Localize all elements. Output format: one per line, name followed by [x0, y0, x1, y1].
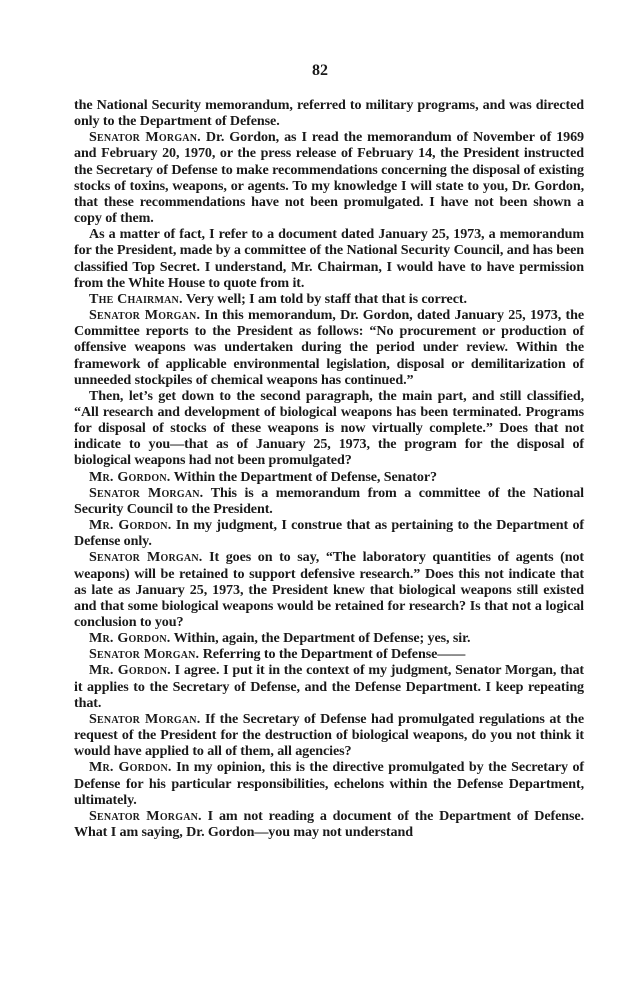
paragraph-text: As a matter of fact, I refer to a document dated January 25, 1973, a memorandum for the President, made by a committee of the National Security Council, and has been classified Top Secret. I understand, Mr. Chairman, I would have to have permission from the White House to quote from it.: [74, 226, 584, 291]
paragraph-text: Then, let’s get down to the second paragraph, the main part, and still classified, “All research and development of biological weapons has been terminated. Programs for disposal of stocks of these weapons is now virtually complete.” Does that not indicate to you—that as of January 25, 1973, the program for the disposal of biological weapons had not been promulgated?: [74, 387, 584, 469]
paragraph: [74, 646, 584, 662]
paragraph: [74, 711, 584, 759]
paragraph: [74, 549, 584, 630]
paragraph: [74, 307, 584, 388]
paragraph: [74, 662, 584, 710]
speaker-name: Mr. Gordon.: [89, 630, 171, 647]
paragraph-text: the National Security memorandum, referred to military programs, and was directed only to the Department of Defense.: [74, 97, 584, 130]
paragraph: [74, 97, 584, 129]
paragraph-text: Within the Department of Defense, Senator?: [170, 468, 437, 485]
speaker-name: Senator Morgan.: [89, 710, 201, 727]
paragraph-text: Referring to the Department of Defense——: [199, 646, 466, 663]
speaker-name: The Chairman.: [89, 290, 183, 307]
paragraph: [74, 469, 584, 485]
paragraph-text: In this memorandum, Dr. Gordon, dated January 25, 1973, the Committee reports to the President as follows: “No procurement or production of offensive weapons was undertaken during the period under review. Within the framework of applicable environmental legislation, disposal or demilitarization of unneeded stockpiles of chemical weapons has continued.”: [74, 307, 585, 388]
speaker-name: Mr. Gordon.: [89, 759, 172, 776]
paragraph-text: Dr. Gordon, as I read the memorandum of November of 1969 and February 20, 1970, or the press release of February 14, the President instructed the Secretary of Defense to make recommendations concerning the disposal of existing stocks of toxins, weapons, or agents. To my knowledge I will state to you, Dr. Gordon, that these recommendations have not been promulgated. I have not been shown a copy of them.: [74, 129, 584, 227]
body-text: [74, 97, 584, 840]
paragraph-text: In my opinion, this is the directive promulgated by the Secretary of Defense for his particular responsibilities, echelons within the Defense Department, ultimately.: [74, 759, 584, 808]
speaker-name: Senator Morgan.: [89, 307, 201, 324]
page-number: 82: [312, 62, 328, 79]
paragraph: [74, 517, 584, 549]
paragraph-text: I am not reading a document of the Department of Defense. What I am saying, Dr. Gordon—you may not understand: [74, 807, 584, 841]
paragraph: [74, 129, 584, 226]
paragraph-text: I agree. I put it in the context of my judgment, Senator Morgan, that it applies to the Secretary of Defense, and the Defense Department. I keep repeating that.: [74, 662, 584, 711]
speaker-name: Senator Morgan.: [89, 807, 202, 824]
paragraph: [74, 485, 584, 517]
speaker-name: Mr. Gordon.: [89, 468, 171, 485]
paragraph-text: It goes on to say, “The laboratory quantities of agents (not weapons) will be retained to support defensive research.” Does this not indicate that as late as January 25, 1973, the President knew that biological weapons still existed and that some biological weapons would be retained for research? Is that not a logical conclusion to you?: [74, 549, 584, 630]
paragraph: [74, 759, 584, 807]
speaker-name: Senator Morgan.: [89, 484, 204, 501]
paragraph: [74, 630, 584, 646]
paragraph-text: This is a memorandum from a committee of the National Security Council to the President.: [74, 484, 584, 517]
paragraph: [74, 388, 584, 469]
paragraph-text: Within, again, the Department of Defense; yes, sir.: [170, 630, 471, 647]
paragraph-text: In my judgment, I construe that as pertaining to the Department of Defense only.: [74, 517, 585, 550]
paragraph: [74, 226, 584, 291]
speaker-name: Senator Morgan.: [89, 549, 203, 566]
paragraph-text: Very well; I am told by staff that that is correct.: [182, 290, 467, 307]
speaker-name: Mr. Gordon.: [89, 662, 171, 679]
paragraph: [74, 291, 584, 307]
speaker-name: Senator Morgan.: [89, 646, 200, 663]
paragraph-text: If the Secretary of Defense had promulgated regulations at the request of the President for the destruction of biological weapons, do you not think it would have applied to all of them, all agencies?: [74, 710, 585, 760]
paragraph: [74, 808, 584, 840]
speaker-name: Senator Morgan.: [89, 129, 201, 146]
speaker-name: Mr. Gordon.: [89, 517, 172, 534]
